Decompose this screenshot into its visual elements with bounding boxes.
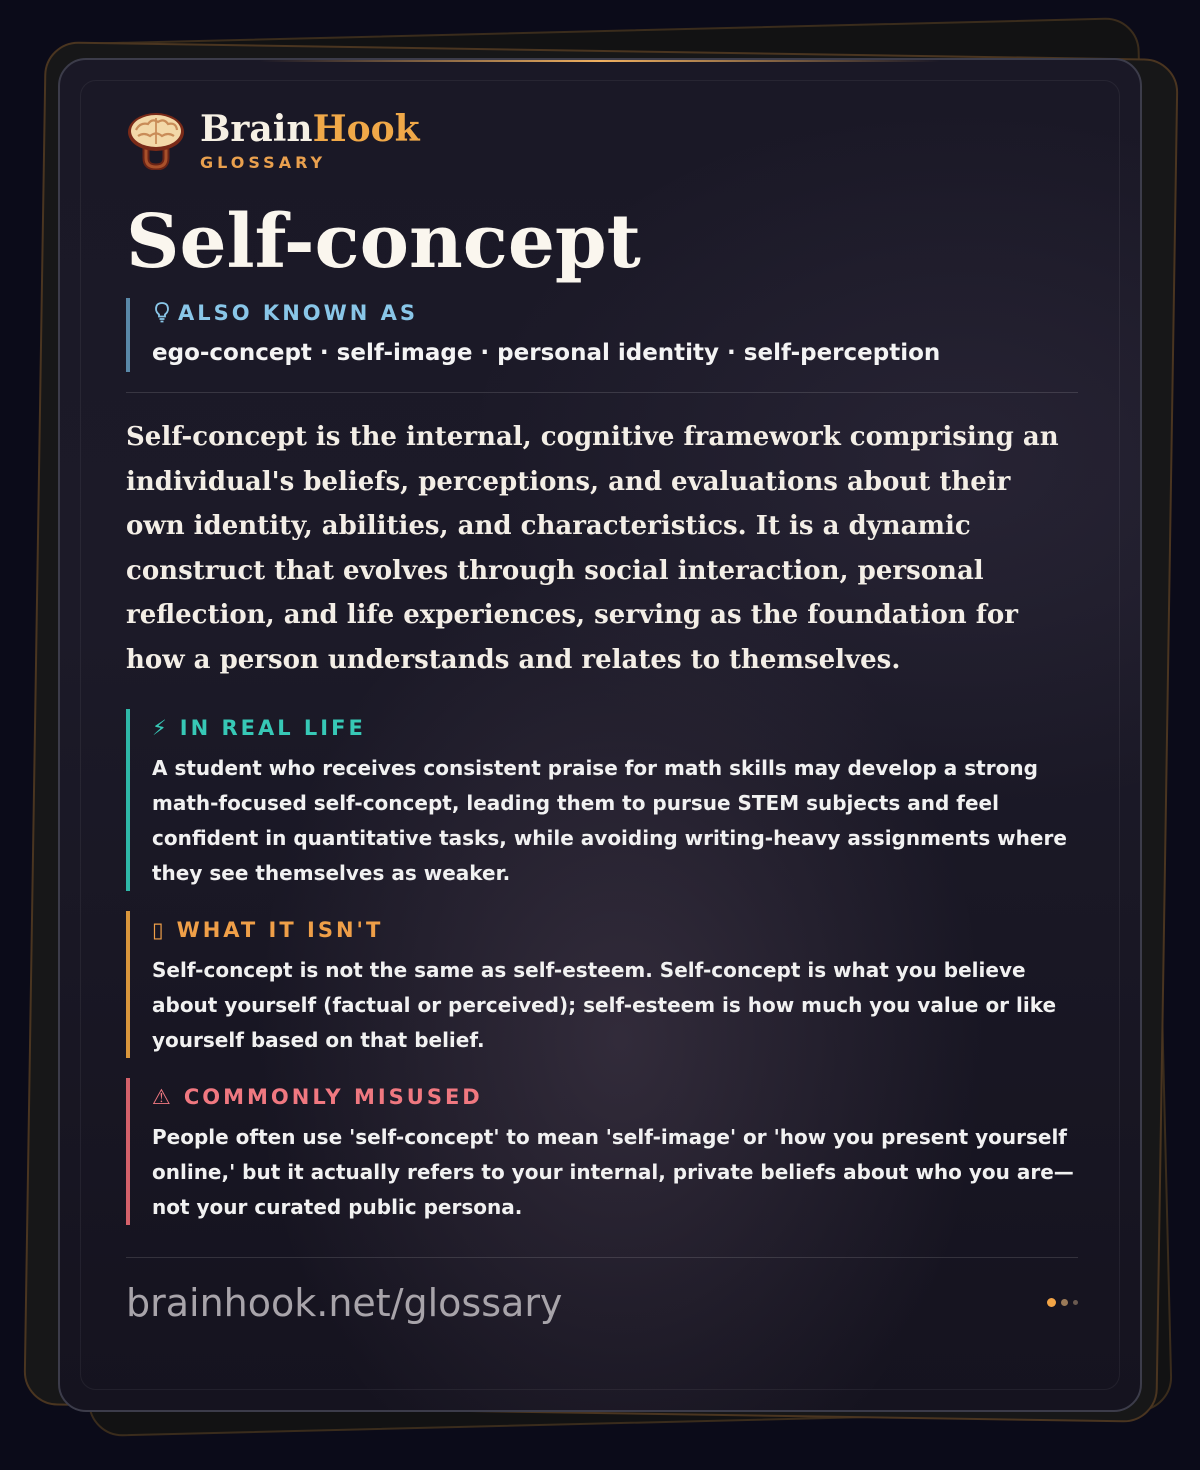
footer-url: brainhook.net/glossary: [126, 1280, 563, 1325]
brand-name-part1: Brain: [200, 107, 313, 150]
brand-name: [200, 109, 420, 149]
page-dot: [1073, 1300, 1078, 1305]
also-known-as-heading: [152, 298, 1078, 328]
brand-name-part2: Hook: [312, 107, 420, 150]
also-known-as-block: [126, 298, 1078, 372]
glossary-card: [58, 58, 1142, 1412]
also-known-as-label: ALSO KNOWN AS: [178, 301, 419, 325]
what-it-isnt-heading: [152, 915, 1078, 945]
warning-icon: ⚠: [152, 1084, 174, 1109]
brain-hook-logo-icon: [126, 110, 186, 170]
card-footer: [126, 1278, 1078, 1328]
also-known-as-values: ego-concept · self-image · personal identity · self-perception: [152, 340, 941, 366]
brand-header: [126, 100, 1078, 180]
term-title: Self-concept: [126, 199, 641, 285]
real-life-label: IN REAL LIFE: [179, 715, 366, 740]
definition-text: Self-concept is the internal, cognitive framework comprising an individual's beliefs, perceptions, and evaluations about their own identity, abilities, and characteristics. It is a dynamic construct that evolves through social interaction, personal reflection, and life experiences, serving as the foundation for how a person understands and relates to themselves.: [126, 422, 1059, 675]
commonly-misused-heading: [152, 1082, 1078, 1112]
placeholder-glyph-icon: ▯: [152, 917, 167, 942]
footer-divider: [126, 1257, 1078, 1258]
lightbulb-icon: [152, 301, 172, 323]
commonly-misused-body: People often use 'self-concept' to mean 'self-image' or 'how you present yourself online,' but it actually refers to your internal, private beliefs about who you are—not your curated public persona.: [152, 1124, 1074, 1220]
what-it-isnt-body: Self-concept is not the same as self-esteem. Self-concept is what you believe about yourself (factual or perceived); self-esteem is how much you value or like yourself based on that belief.: [152, 957, 1057, 1053]
commonly-misused-section: [126, 1078, 1078, 1225]
real-life-section: [126, 709, 1078, 891]
what-it-isnt-section: [126, 911, 1078, 1058]
commonly-misused-label: COMMONLY MISUSED: [183, 1084, 483, 1109]
page-dot: [1061, 1299, 1068, 1306]
card-accent-line: [260, 60, 940, 62]
brand-subtitle: GLOSSARY: [200, 152, 327, 172]
page-dots: [1047, 1298, 1078, 1307]
page-dot-active: [1047, 1298, 1056, 1307]
card-content: [126, 100, 1078, 1328]
divider: [126, 392, 1078, 393]
lightning-icon: ⚡: [152, 715, 170, 740]
real-life-heading: [152, 713, 1078, 743]
real-life-body: A student who receives consistent praise for math skills may develop a strong math-focused self-concept, leading them to pursue STEM subjects and feel confident in quantitative tasks, while avoiding writing-heavy assignments where they see themselves as weaker.: [152, 755, 1067, 886]
what-it-isnt-label: WHAT IT ISN'T: [176, 917, 384, 942]
